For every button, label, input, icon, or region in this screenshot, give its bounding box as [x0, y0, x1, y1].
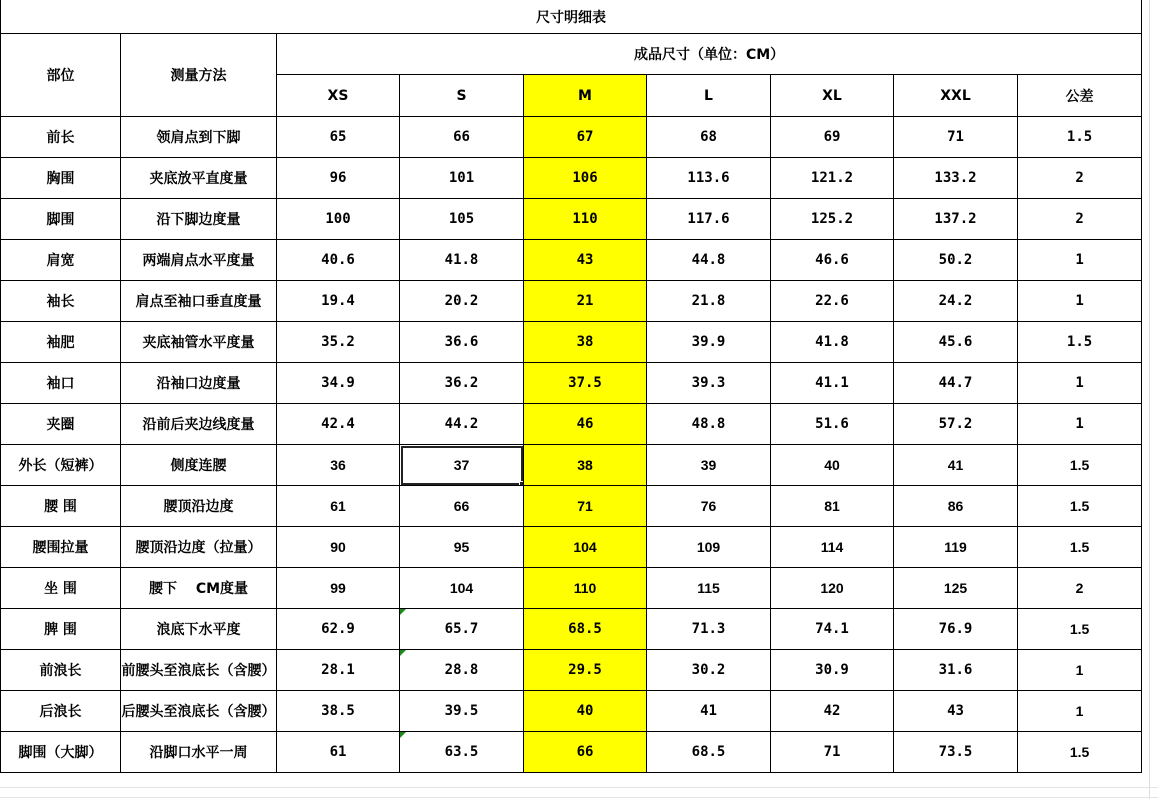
tolerance-cell[interactable]: 2 — [1018, 568, 1142, 609]
row-part-label[interactable]: 前长 — [1, 117, 121, 158]
header-part[interactable]: 部位 — [1, 34, 121, 117]
value-cell-s[interactable]: 28.8 — [400, 650, 524, 691]
value-cell-xs[interactable]: 100 — [277, 199, 400, 240]
row-part-label[interactable]: 外长（短裤） — [1, 445, 121, 486]
value-cell-xxl[interactable]: 137.2 — [894, 199, 1018, 240]
table-row — [1, 691, 1142, 732]
grid-line — [0, 797, 1158, 798]
tolerance-cell[interactable]: 2 — [1018, 158, 1142, 199]
header-tolerance[interactable]: 公差 — [1018, 75, 1142, 117]
value-cell-xs[interactable]: 36 — [277, 445, 400, 486]
value-cell-s[interactable]: 20.2 — [400, 281, 524, 322]
value-cell-xs[interactable]: 19.4 — [277, 281, 400, 322]
value-cell-xl[interactable]: 22.6 — [771, 281, 894, 322]
header-size-l[interactable]: L — [647, 75, 771, 117]
header-size-m[interactable]: M — [524, 75, 647, 117]
value-cell-xl[interactable]: 69 — [771, 117, 894, 158]
value-cell-m[interactable]: 38 — [524, 445, 647, 486]
value-cell-xl[interactable]: 81 — [771, 486, 894, 527]
value-cell-s[interactable]: 44.2 — [400, 404, 524, 445]
value-cell-l[interactable]: 76 — [647, 486, 771, 527]
value-cell-s[interactable]: 95 — [400, 527, 524, 568]
value-cell-xl[interactable]: 41.1 — [771, 363, 894, 404]
value-cell-xs[interactable]: 61 — [277, 732, 400, 773]
grid-line — [0, 787, 1158, 788]
value-cell-xxl[interactable]: 86 — [894, 486, 1018, 527]
tolerance-cell[interactable]: 1.5 — [1018, 445, 1142, 486]
tolerance-cell[interactable]: 1.5 — [1018, 732, 1142, 773]
grid-line — [1149, 0, 1150, 799]
value-cell-m[interactable]: 21 — [524, 281, 647, 322]
header-size-group[interactable]: 成品尺寸（单位：CM） — [277, 34, 1142, 75]
value-cell-xxl[interactable]: 71 — [894, 117, 1018, 158]
value-cell-s[interactable]: 36.2 — [400, 363, 524, 404]
value-cell-xs[interactable]: 42.4 — [277, 404, 400, 445]
value-cell-xxl[interactable]: 119 — [894, 527, 1018, 568]
tolerance-cell[interactable]: 1.5 — [1018, 117, 1142, 158]
value-cell-xs[interactable]: 65 — [277, 117, 400, 158]
table-title[interactable]: 尺寸明细表 — [1, 0, 1142, 34]
table-row — [1, 568, 1142, 609]
value-cell-m[interactable]: 29.5 — [524, 650, 647, 691]
value-cell-xs[interactable]: 35.2 — [277, 322, 400, 363]
table-row — [1, 445, 1142, 486]
tolerance-cell[interactable]: 1.5 — [1018, 486, 1142, 527]
row-method[interactable]: 沿下脚边度量 — [121, 199, 277, 240]
row-method[interactable]: 沿脚口水平一周 — [121, 732, 277, 773]
value-cell-xxl[interactable]: 76.9 — [894, 609, 1018, 650]
tolerance-cell[interactable]: 1.5 — [1018, 609, 1142, 650]
tolerance-cell[interactable]: 1 — [1018, 363, 1142, 404]
value-cell-s[interactable]: 41.8 — [400, 240, 524, 281]
header-size-xxl[interactable]: XXL — [894, 75, 1018, 117]
row-part-label[interactable]: 前浪长 — [1, 650, 121, 691]
row-part-label[interactable]: 腰 围 — [1, 486, 121, 527]
value-cell-m[interactable]: 110 — [524, 568, 647, 609]
value-cell-l[interactable]: 68 — [647, 117, 771, 158]
value-cell-xxl[interactable]: 31.6 — [894, 650, 1018, 691]
tolerance-cell[interactable]: 1 — [1018, 404, 1142, 445]
value-cell-xxl[interactable]: 133.2 — [894, 158, 1018, 199]
tolerance-cell[interactable]: 1 — [1018, 691, 1142, 732]
value-cell-m[interactable]: 67 — [524, 117, 647, 158]
value-cell-l[interactable]: 21.8 — [647, 281, 771, 322]
value-cell-l[interactable]: 117.6 — [647, 199, 771, 240]
value-cell-l[interactable]: 48.8 — [647, 404, 771, 445]
value-cell-s[interactable]: 105 — [400, 199, 524, 240]
value-cell-xxl[interactable]: 57.2 — [894, 404, 1018, 445]
row-method[interactable]: 腰下 CM度量 — [121, 568, 277, 609]
row-part-label[interactable]: 袖口 — [1, 363, 121, 404]
value-cell-m[interactable]: 110 — [524, 199, 647, 240]
tolerance-cell[interactable]: 1 — [1018, 240, 1142, 281]
value-cell-xs[interactable]: 28.1 — [277, 650, 400, 691]
value-cell-l[interactable]: 30.2 — [647, 650, 771, 691]
row-method[interactable]: 两端肩点水平度量 — [121, 240, 277, 281]
value-cell-s[interactable]: 39.5 — [400, 691, 524, 732]
row-part-label[interactable]: 脚围（大脚） — [1, 732, 121, 773]
row-part-label[interactable]: 坐 围 — [1, 568, 121, 609]
value-cell-xs[interactable]: 61 — [277, 486, 400, 527]
value-cell-l[interactable]: 41 — [647, 691, 771, 732]
row-method[interactable]: 腰顶沿边度 — [121, 486, 277, 527]
row-method[interactable]: 夹底袖管水平度量 — [121, 322, 277, 363]
table-row — [1, 527, 1142, 568]
value-cell-m[interactable]: 38 — [524, 322, 647, 363]
value-cell-l[interactable]: 68.5 — [647, 732, 771, 773]
value-cell-xs[interactable]: 40.6 — [277, 240, 400, 281]
value-cell-s[interactable]: 104 — [400, 568, 524, 609]
value-cell-l[interactable]: 109 — [647, 527, 771, 568]
comment-indicator-icon — [400, 650, 406, 656]
value-cell-s[interactable]: 66 — [400, 486, 524, 527]
value-cell-l[interactable]: 113.6 — [647, 158, 771, 199]
table-row — [1, 650, 1142, 691]
row-part-label[interactable]: 脾 围 — [1, 609, 121, 650]
value-cell-xl[interactable]: 121.2 — [771, 158, 894, 199]
value-cell-m[interactable]: 106 — [524, 158, 647, 199]
value-cell-l[interactable]: 71.3 — [647, 609, 771, 650]
value-cell-xl[interactable]: 30.9 — [771, 650, 894, 691]
table-row — [1, 240, 1142, 281]
value-cell-xxl[interactable]: 24.2 — [894, 281, 1018, 322]
row-method[interactable]: 夹底放平直度量 — [121, 158, 277, 199]
value-cell-s[interactable]: 101 — [400, 158, 524, 199]
tolerance-cell[interactable]: 1.5 — [1018, 322, 1142, 363]
header-size-s[interactable]: S — [400, 75, 524, 117]
value-cell-xl[interactable]: 125.2 — [771, 199, 894, 240]
row-method[interactable]: 腰顶沿边度（拉量） — [121, 527, 277, 568]
row-part-label[interactable]: 肩宽 — [1, 240, 121, 281]
value-cell-xs[interactable]: 38.5 — [277, 691, 400, 732]
value-cell-l[interactable]: 39.3 — [647, 363, 771, 404]
value-cell-xl[interactable]: 42 — [771, 691, 894, 732]
value-cell-s[interactable]: 36.6 — [400, 322, 524, 363]
value-cell-xxl[interactable]: 125 — [894, 568, 1018, 609]
table-row — [1, 322, 1142, 363]
row-part-label[interactable]: 后浪长 — [1, 691, 121, 732]
value-cell-xl[interactable]: 120 — [771, 568, 894, 609]
value-cell-xl[interactable]: 46.6 — [771, 240, 894, 281]
value-cell-s[interactable]: 63.5 — [400, 732, 524, 773]
table-row — [1, 404, 1142, 445]
tolerance-cell[interactable]: 1 — [1018, 650, 1142, 691]
tolerance-cell[interactable]: 1 — [1018, 281, 1142, 322]
table-row — [1, 486, 1142, 527]
comment-indicator-icon — [400, 609, 406, 615]
table-row — [1, 363, 1142, 404]
value-cell-xl[interactable]: 74.1 — [771, 609, 894, 650]
row-part-label[interactable]: 袖肥 — [1, 322, 121, 363]
value-cell-xxl[interactable]: 73.5 — [894, 732, 1018, 773]
value-cell-xl[interactable]: 114 — [771, 527, 894, 568]
header-size-xs[interactable]: XS — [277, 75, 400, 117]
value-cell-l[interactable]: 115 — [647, 568, 771, 609]
row-part-label[interactable]: 袖长 — [1, 281, 121, 322]
table-row — [1, 158, 1142, 199]
row-method[interactable]: 沿袖口边度量 — [121, 363, 277, 404]
value-cell-l[interactable]: 39.9 — [647, 322, 771, 363]
value-cell-xs[interactable]: 90 — [277, 527, 400, 568]
row-part-label[interactable]: 胸围 — [1, 158, 121, 199]
value-cell-xs[interactable]: 34.9 — [277, 363, 400, 404]
value-cell-s[interactable]: 66 — [400, 117, 524, 158]
value-cell-m[interactable]: 66 — [524, 732, 647, 773]
row-method[interactable]: 沿前后夹边线度量 — [121, 404, 277, 445]
value-cell-m[interactable]: 43 — [524, 240, 647, 281]
table-row — [1, 117, 1142, 158]
row-method[interactable]: 领肩点到下脚 — [121, 117, 277, 158]
value-cell-xxl[interactable]: 43 — [894, 691, 1018, 732]
row-method[interactable]: 侧度连腰 — [121, 445, 277, 486]
row-method[interactable]: 前腰头至浪底长（含腰） — [121, 650, 277, 691]
header-method[interactable]: 测量方法 — [121, 34, 277, 117]
value-cell-s[interactable]: 65.7 — [400, 609, 524, 650]
tolerance-cell[interactable]: 2 — [1018, 199, 1142, 240]
value-cell-s[interactable]: 37 — [400, 445, 524, 486]
row-method[interactable]: 后腰头至浪底长（含腰） — [121, 691, 277, 732]
table-row — [1, 199, 1142, 240]
table-row — [1, 609, 1142, 650]
value-cell-l[interactable]: 39 — [647, 445, 771, 486]
value-cell-xl[interactable]: 71 — [771, 732, 894, 773]
value-cell-xxl[interactable]: 50.2 — [894, 240, 1018, 281]
value-cell-l[interactable]: 44.8 — [647, 240, 771, 281]
value-cell-m[interactable]: 40 — [524, 691, 647, 732]
header-size-xl[interactable]: XL — [771, 75, 894, 117]
value-cell-xl[interactable]: 51.6 — [771, 404, 894, 445]
value-cell-xxl[interactable]: 45.6 — [894, 322, 1018, 363]
value-cell-m[interactable]: 37.5 — [524, 363, 647, 404]
value-cell-m[interactable]: 71 — [524, 486, 647, 527]
row-part-label[interactable]: 腰围拉量 — [1, 527, 121, 568]
value-cell-xs[interactable]: 99 — [277, 568, 400, 609]
value-cell-xxl[interactable]: 44.7 — [894, 363, 1018, 404]
row-method[interactable]: 肩点至袖口垂直度量 — [121, 281, 277, 322]
value-cell-xl[interactable]: 40 — [771, 445, 894, 486]
row-method[interactable]: 浪底下水平度 — [121, 609, 277, 650]
value-cell-m[interactable]: 46 — [524, 404, 647, 445]
row-part-label[interactable]: 脚围 — [1, 199, 121, 240]
value-cell-xs[interactable]: 62.9 — [277, 609, 400, 650]
value-cell-m[interactable]: 68.5 — [524, 609, 647, 650]
tolerance-cell[interactable]: 1.5 — [1018, 527, 1142, 568]
table-row — [1, 281, 1142, 322]
value-cell-xs[interactable]: 96 — [277, 158, 400, 199]
row-part-label[interactable]: 夹圈 — [1, 404, 121, 445]
comment-indicator-icon — [400, 732, 406, 738]
value-cell-xxl[interactable]: 41 — [894, 445, 1018, 486]
table-row — [1, 732, 1142, 773]
value-cell-m[interactable]: 104 — [524, 527, 647, 568]
value-cell-xl[interactable]: 41.8 — [771, 322, 894, 363]
